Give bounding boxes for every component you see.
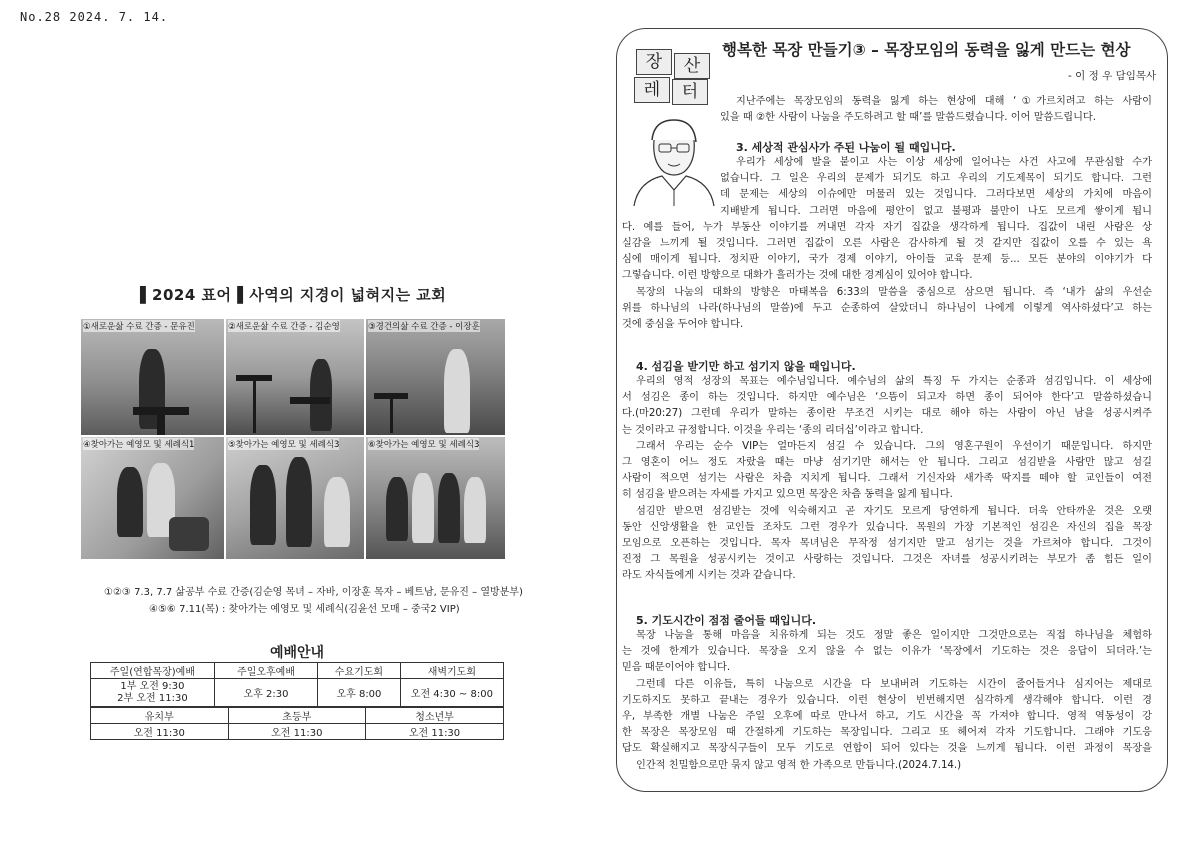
- photo-caption: ④찾아가는 예영모 및 세례식1: [83, 440, 195, 450]
- podium: [133, 407, 189, 415]
- worship-guide: [90, 645, 504, 740]
- person-silhouette: [438, 473, 460, 543]
- table-cell: 오전 11:30: [228, 724, 366, 740]
- photo-caption: ①새로운삶 수료 간증 - 문유진: [83, 322, 195, 332]
- letter-text-line: 위를 하나님의 나라(하나님의 말씀)에 두고 순종하여 살았더니 하나님이 나에게 이렇게 역사하셨다’고 하는: [622, 302, 1152, 314]
- letter-text-line: 모임으로 오픈하는 것입니다. 목자 목녀님은 무작정 섬기지만 말고 섬기는 것을 가르쳐야 합니다. 그것이: [622, 538, 1152, 549]
- table-header: 주일(연합목장)예배: [91, 663, 215, 679]
- letter-text-line: 는 것이라고 규정합니다. 이것을 우리는 ‘종의 리더십’이라고 합니다.: [622, 424, 924, 436]
- letter-text-line: 답도 확실해지고 목장식구들이 모두 기도로 연합이 되어 있다는 것을 느끼게 됩니다. 이런 과정이 목장을: [622, 743, 1152, 755]
- letter-text-line: 우리가 세상에 발을 붙이고 사는 이상 세상에 일어나는 사건 사고에 무관심할 수가: [736, 157, 1152, 168]
- letter-author: - 이 정 우 담임목사: [1068, 70, 1157, 82]
- table-cell: 오전 11:30: [91, 724, 229, 740]
- letter-text-line: 진정 그 목원을 성공시키는 것이고 사랑하는 것입니다. 그것은 자녀를 성공시키려는 부모가 좀 힘든 일이: [622, 554, 1152, 566]
- letter-text-line: 심에 매이게 됩니다. 정치판 이야기, 국가 경제 이야기, 아이들 교육 문제 등... 모든 분야의 이야기가 다: [622, 254, 1152, 266]
- pastor-portrait-illustration: [624, 110, 720, 206]
- letter-title: 행복한 목장 만들기③ – 목장모임의 동력을 잃게 만드는 현상: [722, 41, 1131, 59]
- table-header: 초등부: [228, 708, 366, 724]
- letter-text-line: 기도하지도 못하고 끝내는 경우가 있습니다. 이런 현상이 빈번해지면 심각하게 생각해야 합니다. 이런 경: [622, 694, 1152, 706]
- person-silhouette: [412, 473, 434, 543]
- podium-stand: [157, 415, 165, 436]
- music-stand-pole: [253, 381, 256, 433]
- music-stand-pole: [390, 399, 393, 433]
- letter-text-line: 목장 나눔을 통해 마음을 치유하게 되는 것도 정말 좋은 일이지만 그것만으로는 직접 하나님을 체험하: [636, 630, 1152, 641]
- person-silhouette: [464, 477, 486, 543]
- worship-schedule-table: [90, 662, 504, 707]
- photo-caption-line-2: ④⑤⑥ 7.11(목) : 찾아가는 예영모 및 세례식(김윤선 모매 – 중국2 VIP): [149, 604, 460, 615]
- letter-text-line: 믿음 때문이어야 합니다.: [622, 662, 731, 674]
- worship-guide-title: 예배안내: [269, 645, 325, 661]
- table-header: 수요기도회: [318, 663, 401, 679]
- person-silhouette: [310, 359, 332, 431]
- photo-caption: ③경건의삶 수료 간증 - 이장훈: [368, 322, 480, 332]
- letter-text-line: 동안 신앙생활을 한 교인들 조차도 그런 경우가 있습니다. 목원의 가장 기본적인 섬김은 자신의 집을 목장: [622, 521, 1152, 533]
- person-silhouette: [324, 477, 350, 547]
- table-row: [91, 679, 504, 707]
- intro-line: 지난주에는 목장모임의 동력을 잃게 하는 현상에 대해 ‘①가르치려고 하는 사람이: [736, 96, 1152, 107]
- section-5-title: 5. 기도시간이 점점 줄어들 때입니다.: [636, 614, 817, 627]
- photo-visit-2: [225, 436, 365, 560]
- table-header: 주일오후예배: [214, 663, 317, 679]
- yearly-motto: ▌2024 표어▐ 사역의 지경이 넓혀지는 교회: [140, 286, 447, 304]
- service-time: 1부 오전 9:30: [120, 680, 185, 692]
- table-cell: 오후 2:30: [214, 679, 317, 707]
- table-header: 유치부: [91, 708, 229, 724]
- letter-text-line: 다.(마20:27) 그런데 우리가 말하는 종이란 무조건 시키는 대로 해야 하는 사람이 아닌 남을 성공시켜주: [622, 408, 1152, 420]
- photo-testimony-2: [225, 318, 365, 436]
- table-header: 새벽기도회: [400, 663, 503, 679]
- issue-number: No.28 2024. 7. 14.: [20, 10, 169, 24]
- letter-text-line: 지배받게 됩니다. 그러면 마음에 평안이 없고 불평과 불만이 나도 모르게 쌓이게 됩니: [720, 205, 1152, 217]
- podium: [290, 397, 330, 404]
- person-silhouette: [250, 465, 276, 545]
- photo-testimony-3: [365, 318, 506, 436]
- letter-text-line: 그래서 우리는 순수 VIP는 얼마든지 섬길 수 있습니다. 그의 영혼구원이 우선이기 때문입니다. 하지만: [636, 440, 1152, 452]
- table-cell: 오후 8:00: [318, 679, 401, 707]
- letter-text-line: 그렇습니다. 이런 방향으로 대화가 흘러가는 것에 대한 경계심이 있어야 합니다.: [622, 270, 973, 282]
- letter-text-line: 서 섬김은 종이 하는 것입니다. 하지만 예수님은 ‘으뜸이 되고자 하면 종이 되어야 한다’고 말씀하셨습니: [622, 392, 1152, 404]
- letter-text-line: 히 섬김을 받으려는 자세를 가지고 있으면 목장은 차츰 동력을 잃게 됩니다.: [622, 489, 953, 501]
- letter-text-line: 우, 부족한 개별 나눔은 주일 오후에 따로 만나서 하고, 기도 시간을 꼭 가져야 합니다. 영적 역동성이 강: [622, 711, 1152, 722]
- intro-line: 있을 때 ②한 사람이 나눔을 주도하려고 할 때’를 말씀드렸습니다. 이어 말씀드립니다.: [720, 112, 1096, 123]
- photo-testimony-1: [80, 318, 225, 436]
- table-row: [91, 724, 504, 740]
- letter-text-line: 는 것에 한계가 있습니다. 목장을 오지 않을 수 없는 이유가 ‘목장에서 기도하는 것은 응답이 되더라.’는: [622, 646, 1152, 658]
- letter-text-line: 인간적 친밀함으로만 묶지 않고 영적 한 가족으로 만듭니다.(2024.7.14.): [636, 759, 962, 771]
- letter-text-line: 것에 중심을 두어야 합니다.: [622, 319, 744, 330]
- table-header: 청소년부: [366, 708, 504, 724]
- letter-text-line: 다. 예를 들어, 누가 부동산 이야기를 꺼내면 각자 자기 집값을 생각하게 됩니다. 집값이 내린 사람은 상: [622, 221, 1152, 233]
- letter-text-line: 실감을 느끼게 될 것입니다. 그러면 집값이 오른 사람은 감사하게 될 것 같지만 집값이 오를 수 있는 욕: [622, 238, 1152, 249]
- photo-visit-1: [80, 436, 225, 560]
- wheelchair: [169, 517, 209, 551]
- person-silhouette: [286, 457, 312, 547]
- person-silhouette: [117, 467, 143, 537]
- photo-grid: [80, 318, 506, 560]
- badge-char: 장: [636, 49, 672, 75]
- photo-caption-line-1: ①②③ 7.3, 7.7 삶공부 수료 간증(김순영 목녀 – 자바, 이장훈 목자 – 베트남, 문유진 – 열방분부): [104, 587, 523, 598]
- person-silhouette: [444, 349, 470, 433]
- table-row: [91, 663, 504, 679]
- section-4-title: 4. 섬김을 받기만 하고 섬기지 않을 때입니다.: [636, 360, 856, 373]
- photo-caption: ②새로운삶 수료 간증 - 김순영: [228, 322, 340, 332]
- letter-text-line: 섬김만 받으면 섬김받는 것에 익숙해지고 곧 자기도 모르게 당연하게 됩니다. 더욱 안타까운 것은 오랫: [636, 505, 1152, 517]
- letter-text-line: 우리의 영적 성장의 목표는 예수님입니다. 예수님의 삶의 특징 두 가지는 순종과 섬김입니다. 이 세상에: [636, 376, 1152, 387]
- person-silhouette: [386, 477, 408, 541]
- letter-text-line: 없습니다. 그 일은 우리의 문제가 되기도 하고 우리의 기도제목이 되기도 합니다. 그런: [720, 173, 1152, 185]
- photo-visit-3: [365, 436, 506, 560]
- badge-char: 산: [674, 53, 710, 79]
- photo-caption: ⑥찾아가는 예영모 및 세례식3: [368, 440, 480, 450]
- table-cell: 오전 11:30: [366, 724, 504, 740]
- badge-char: 터: [672, 79, 708, 105]
- letter-text-line: 사람이 적으면 섬기는 사람은 차츰 지치게 됩니다. 그래서 기신자와 새가족 딱지를 떼야 할 교인들이 여전: [622, 473, 1152, 485]
- table-row: [91, 708, 504, 724]
- table-cell: [91, 679, 215, 707]
- department-schedule-table: [90, 707, 504, 740]
- letter-text-line: 라도 자식들에게 시키는 것과 같습니다.: [622, 570, 796, 582]
- table-cell: 오전 4:30 ~ 8:00: [400, 679, 503, 707]
- letter-text-line: 목장의 나눔의 대화의 방향은 마태복음 6:33의 말씀을 중심으로 삼으면 됩니다. 즉 ‘내가 삶의 우선순: [636, 286, 1152, 298]
- letter-text-line: 한 목장은 목장모임 때 간절하게 기도하는 목장입니다. 그리고 또 헤어져 각자 기도합니다. 그래야 기도응: [622, 727, 1152, 739]
- letter-text-line: 데 문제는 세상의 이슈에만 머물러 있는 것입니다. 그러다보면 세상의 가치에 마음이: [720, 189, 1152, 201]
- letter-badge: [632, 47, 710, 103]
- section-3-title: 3. 세상적 관심사가 주된 나눔이 될 때입니다.: [736, 141, 956, 154]
- photo-caption: ⑤찾아가는 예영모 및 세례식3: [228, 440, 340, 450]
- badge-char: 레: [634, 77, 670, 103]
- letter-text-line: 그 영혼이 어느 정도 자랐을 때는 마냥 섬기기만 해서는 안 됩니다. 그리고 섬김받을 사람만 많고 섬길: [622, 457, 1152, 468]
- service-time: 2부 오전 11:30: [117, 692, 188, 704]
- letter-text-line: 그런데 다른 이유들, 특히 나눔으로 시간을 다 보내버려 기도하는 시간이 줄어들거나 심지어는 제대로: [636, 678, 1152, 690]
